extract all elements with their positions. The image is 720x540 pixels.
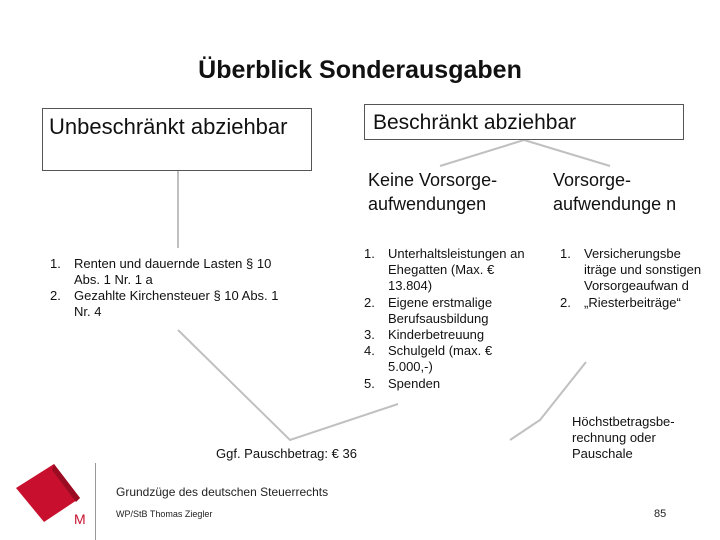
- list-item: 1. Versicherungsbe iträge und sonstigen Vorsorgeaufwan d: [560, 246, 702, 294]
- keine-vorsorge-list: [364, 246, 534, 392]
- footer-author: WP/StB Thomas Ziegler: [116, 509, 213, 519]
- list-item: 2. Eigene erstmalige Berufsausbildung: [364, 294, 493, 326]
- list-item: 2. „Riesterbeiträge“: [560, 294, 681, 310]
- pauschbetrag-note: Ggf. Pauschbetrag: € 36: [216, 446, 357, 461]
- footer-divider: [95, 463, 96, 540]
- beschraenkt-label: Beschränkt abziehbar: [373, 111, 577, 134]
- connector-right-to-keine: [440, 140, 524, 166]
- connector-right-to-vorsorge: [524, 140, 610, 166]
- list-item: 1. Unterhaltsleistungen an Ehegatten (Max. € 13.804): [364, 246, 525, 294]
- vorsorge-list: [560, 246, 710, 311]
- beschraenkt-box: [364, 104, 684, 140]
- footer-title: Grundzüge des deutschen Steuerrechts: [116, 485, 329, 499]
- vorsorge-heading: Vorsorge-aufwendunge n: [553, 170, 677, 214]
- unbeschraenkt-list: [50, 256, 290, 320]
- page-number: 85: [654, 508, 667, 520]
- list-item: 1. Renten und dauernde Lasten § 10 Abs. 1 Nr. 1 a: [50, 256, 272, 287]
- unbeschraenkt-box: [42, 108, 312, 171]
- keine-vorsorge-heading: Keine Vorsorge-aufwendungen: [368, 170, 498, 214]
- list-item: 5. Spenden: [364, 375, 441, 391]
- list-item: 2. Gezahlte Kirchensteuer § 10 Abs. 1 Nr. 4: [50, 288, 279, 319]
- logo-letter: M: [74, 511, 86, 527]
- page-title: Überblick Sonderausgaben: [198, 56, 522, 84]
- list-item: 4. Schulgeld (max. € 5.000,-): [364, 343, 493, 375]
- hoechstbetrag-note: Höchstbetragsbe-rechnung oder Pauschale: [572, 414, 675, 461]
- list-item: 3. Kinderbetreuung: [364, 327, 485, 343]
- unbeschraenkt-label: Unbeschränkt abziehbar: [49, 114, 288, 139]
- university-logo-icon: [10, 460, 90, 530]
